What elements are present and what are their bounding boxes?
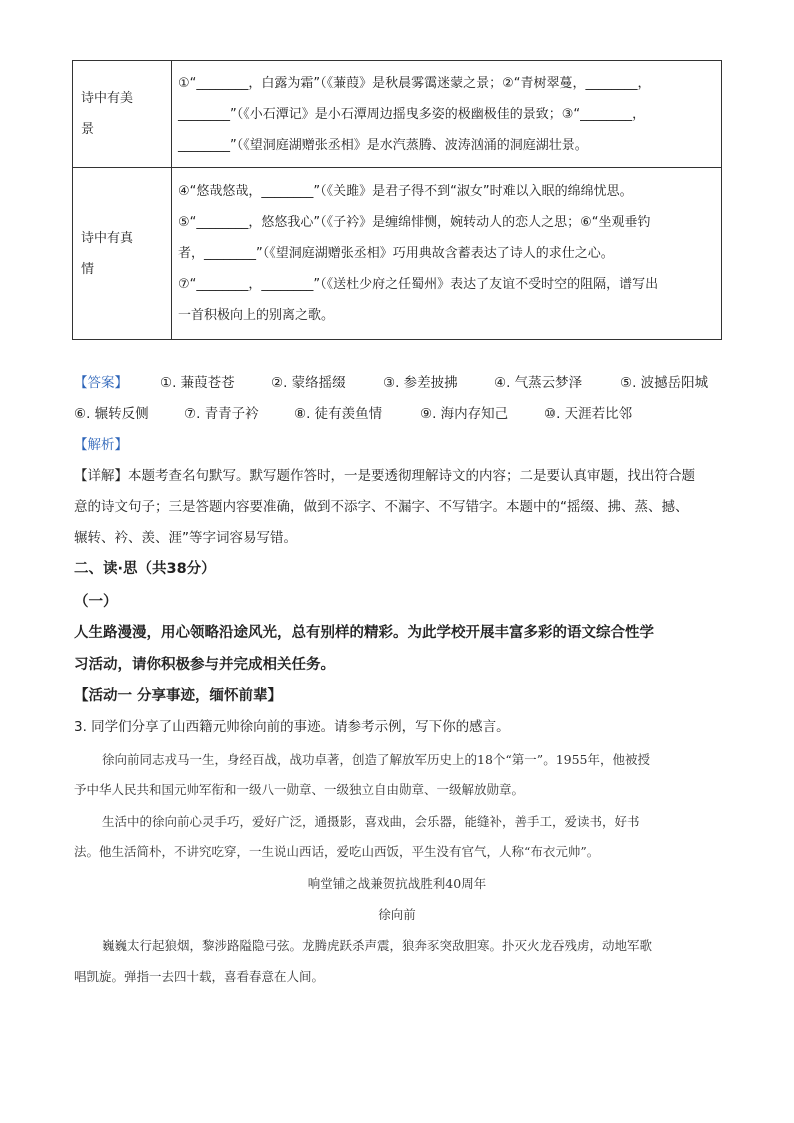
poetry-table <box>72 60 722 340</box>
row-content <box>172 61 722 168</box>
answer-item: ①. 蒹葭苍苍 <box>160 375 235 391</box>
content-line: 一首积极向上的别离之歌。 <box>178 308 335 323</box>
analysis-line: 【详解】本题考查名句默写。默写题作答时，一是要透彻理解诗文的内容；二是要认真审题，找出符合题 <box>74 468 695 484</box>
answer-item: ⑤. 波撼岳阳城 <box>620 375 709 391</box>
content-line: 者，________”（《望洞庭湖赠张丞相》巧用典故含蓄表达了诗人的求仕之心。 <box>178 246 614 261</box>
answer-tag: 【答案】 <box>74 375 128 391</box>
poem-title: 响堂铺之战兼贺抗战胜利40周年 <box>307 876 487 891</box>
poem-line: 巍巍太行起狼烟，黎涉路隘隐弓弦。龙腾虎跃杀声震，狼奔豕突敌胆寒。扑灭火龙吞残虏，动地军歌 <box>102 938 653 953</box>
answer-item: ⑨. 海内存知己 <box>420 406 509 422</box>
answer-item: ⑦. 青青子衿 <box>184 406 259 422</box>
row-label <box>73 61 172 168</box>
passage-line: 法。他生活简朴，不讲究吃穿，一生说山西话，爱吃山西饭，平生没有官气，人称“布衣元帅”。 <box>74 844 600 859</box>
answer-item: ⑧. 徒有羡鱼情 <box>294 406 383 422</box>
answer-item: ⑥. 辗转反侧 <box>74 406 149 422</box>
row-label-line: 景 <box>81 122 95 137</box>
content-line: ⑤“________，悠悠我心”（《子衿》是缠绵悱恻，婉转动人的恋人之思；⑥“坐观垂钓 <box>178 215 651 230</box>
poem-author: 徐向前 <box>378 907 416 922</box>
analysis-tag: 【解析】 <box>74 437 128 453</box>
section-heading: 二、读·思（共38分） <box>74 561 216 577</box>
row-label-line: 诗中有真 <box>81 230 134 246</box>
passage-line: 徐向前同志戎马一生，身经百战，战功卓著，创造了解放军历史上的18个“第一”。1955年，他被授 <box>102 752 650 767</box>
intro-line: 人生路漫漫，用心领略沿途风光，总有别样的精彩。为此学校开展丰富多彩的语文综合性学 <box>74 625 654 641</box>
answer-row <box>74 402 724 422</box>
question-3: 3. 同学们分享了山西籍元帅徐向前的事迹。请参考示例，写下你的感言。 <box>74 719 510 735</box>
answer-item: ③. 参差披拂 <box>383 375 458 391</box>
table-row <box>73 61 722 168</box>
row-label <box>73 168 172 340</box>
analysis-line: 辗转、衿、羡、涯”等字词容易写错。 <box>74 530 297 546</box>
content-line: ①“________，白露为霜”（《蒹葭》是秋晨雾霭迷蒙之景；②“青树翠蔓，________， <box>178 75 651 91</box>
passage-line: 生活中的徐向前心灵手巧，爱好广泛，通摄影，喜戏曲，会乐器，能缝补，善手工，爱读书，好书 <box>102 814 640 829</box>
answer-row <box>74 371 724 391</box>
row-content <box>172 168 722 340</box>
content-line: ________”（《小石潭记》是小石潭周边摇曳多姿的极幽极佳的景致；③“________， <box>178 106 646 122</box>
subsection-heading: （一） <box>74 594 118 610</box>
answer-item: ④. 气蒸云梦泽 <box>494 375 583 391</box>
table-row <box>73 168 722 340</box>
row-label-line: 情 <box>81 261 95 277</box>
poem-line: 唱凯旋。弹指一去四十载，喜看春意在人间。 <box>74 969 325 984</box>
analysis-line: 意的诗文句子；三是答题内容要准确，做到不添字、不漏字、不写错字。本题中的“摇缀、拂、蒸、撼、 <box>74 499 689 515</box>
intro-line: 习活动，请你积极参与并完成相关任务。 <box>74 657 335 673</box>
activity-heading: 【活动一 分享事迹，缅怀前辈】 <box>74 688 283 704</box>
row-label-line: 诗中有美 <box>81 91 134 106</box>
passage-line: 予中华人民共和国元帅军衔和一级八一勋章、一级独立自由勋章、一级解放勋章。 <box>74 782 525 797</box>
content-line: ________”（《望洞庭湖赠张丞相》是水汽蒸腾、波涛汹涌的洞庭湖壮景。 <box>178 137 588 153</box>
content-line: ⑦“________，________”（《送杜少府之任蜀州》表达了友谊不受时空的阻隔，谱写出 <box>178 277 659 292</box>
answer-item: ②. 蒙络摇缀 <box>271 375 346 391</box>
answer-item: ⑩. 天涯若比邻 <box>544 406 633 422</box>
content-line: ④“悠哉悠哉，________”（《关雎》是君子得不到“淑女”时难以入眠的绵绵忧思。 <box>178 184 633 199</box>
